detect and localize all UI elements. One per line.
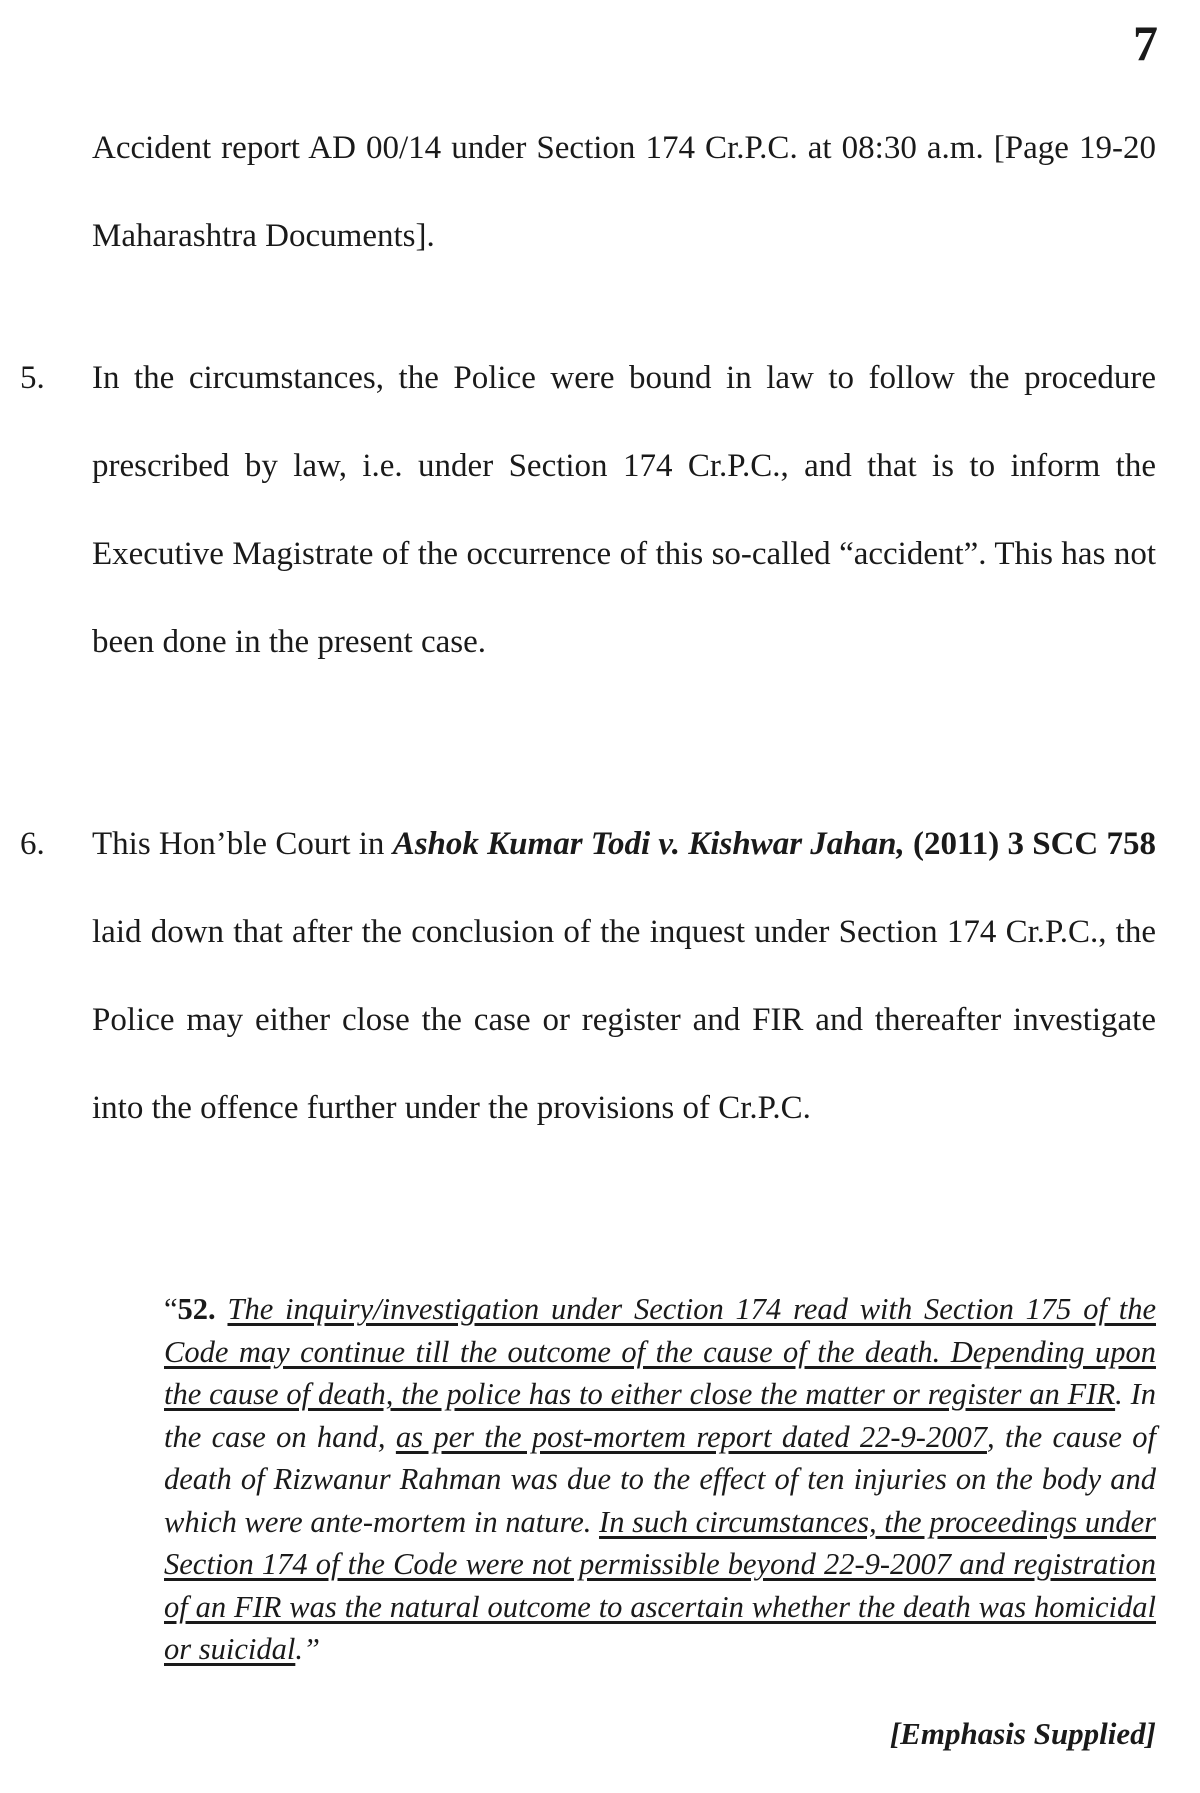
page-number: 7 [1133, 15, 1158, 71]
quote-plain-1: . In the case on hand, [164, 1377, 1156, 1454]
quote-open-mark: “ [164, 1292, 178, 1326]
quote-underlined-2: as per the post-mortem report dated 22-9-2007 [395, 1419, 987, 1454]
paragraph-6-text-2: laid down that after the conclusion of the inquest under Section 174 Cr.P.C., the Police may either close the case or register and FIR and thereafter investigate into the offence further under the provisions of Cr.P.C. [92, 914, 1156, 1126]
case-name: Ashok Kumar Todi v. Kishwar Jahan, [392, 826, 905, 862]
quote-para-number: 52. [177, 1292, 216, 1326]
paragraph-6-text-1: This Hon’ble Court in [92, 826, 393, 862]
block-quote [164, 1288, 1156, 1671]
quote-underlined-1: The inquiry/investigation under Section 174 read with Section 175 of the Code may continue till the outcome of the cause of the death. Depending upon the cause of death, the police has to either close the matter or register an FIR [164, 1292, 1156, 1411]
quote-underlined-3: In such circumstances, the proceedings under Section 174 of the Code were not permissible beyond 22-9-2007 and registration of an FIR was the natural outcome to ascertain whether the death was homicidal or suicidal [164, 1504, 1156, 1666]
paragraph-6 [92, 800, 1156, 1152]
case-citation: (2011) 3 SCC 758 [913, 826, 1156, 862]
emphasis-note: [Emphasis Supplied] [889, 1716, 1156, 1751]
paragraph-5-text: In the circumstances, the Police were bound in law to follow the procedure prescribed by law, i.e. under Section 174 Cr.P.C., and that is to inform the Executive Magistrate of the occurrence of this so-called “accident”. This has not been done in the present case. [92, 360, 1156, 660]
paragraph-5-number: 5. [20, 360, 45, 396]
paragraph-6-number: 6. [20, 826, 45, 862]
intro-paragraph [92, 104, 1156, 280]
quote-close: .” [295, 1632, 320, 1666]
paragraph-5 [92, 334, 1156, 686]
intro-text: Accident report AD 00/14 under Section 174 Cr.P.C. at 08:30 a.m. [Page 19-20 Maharashtra Documents]. [92, 130, 1156, 254]
quote-plain-2: , the cause of death of Rizwanur Rahman was due to the effect of ten injuries on the body and which were ante-mortem in nature. [164, 1419, 1156, 1539]
